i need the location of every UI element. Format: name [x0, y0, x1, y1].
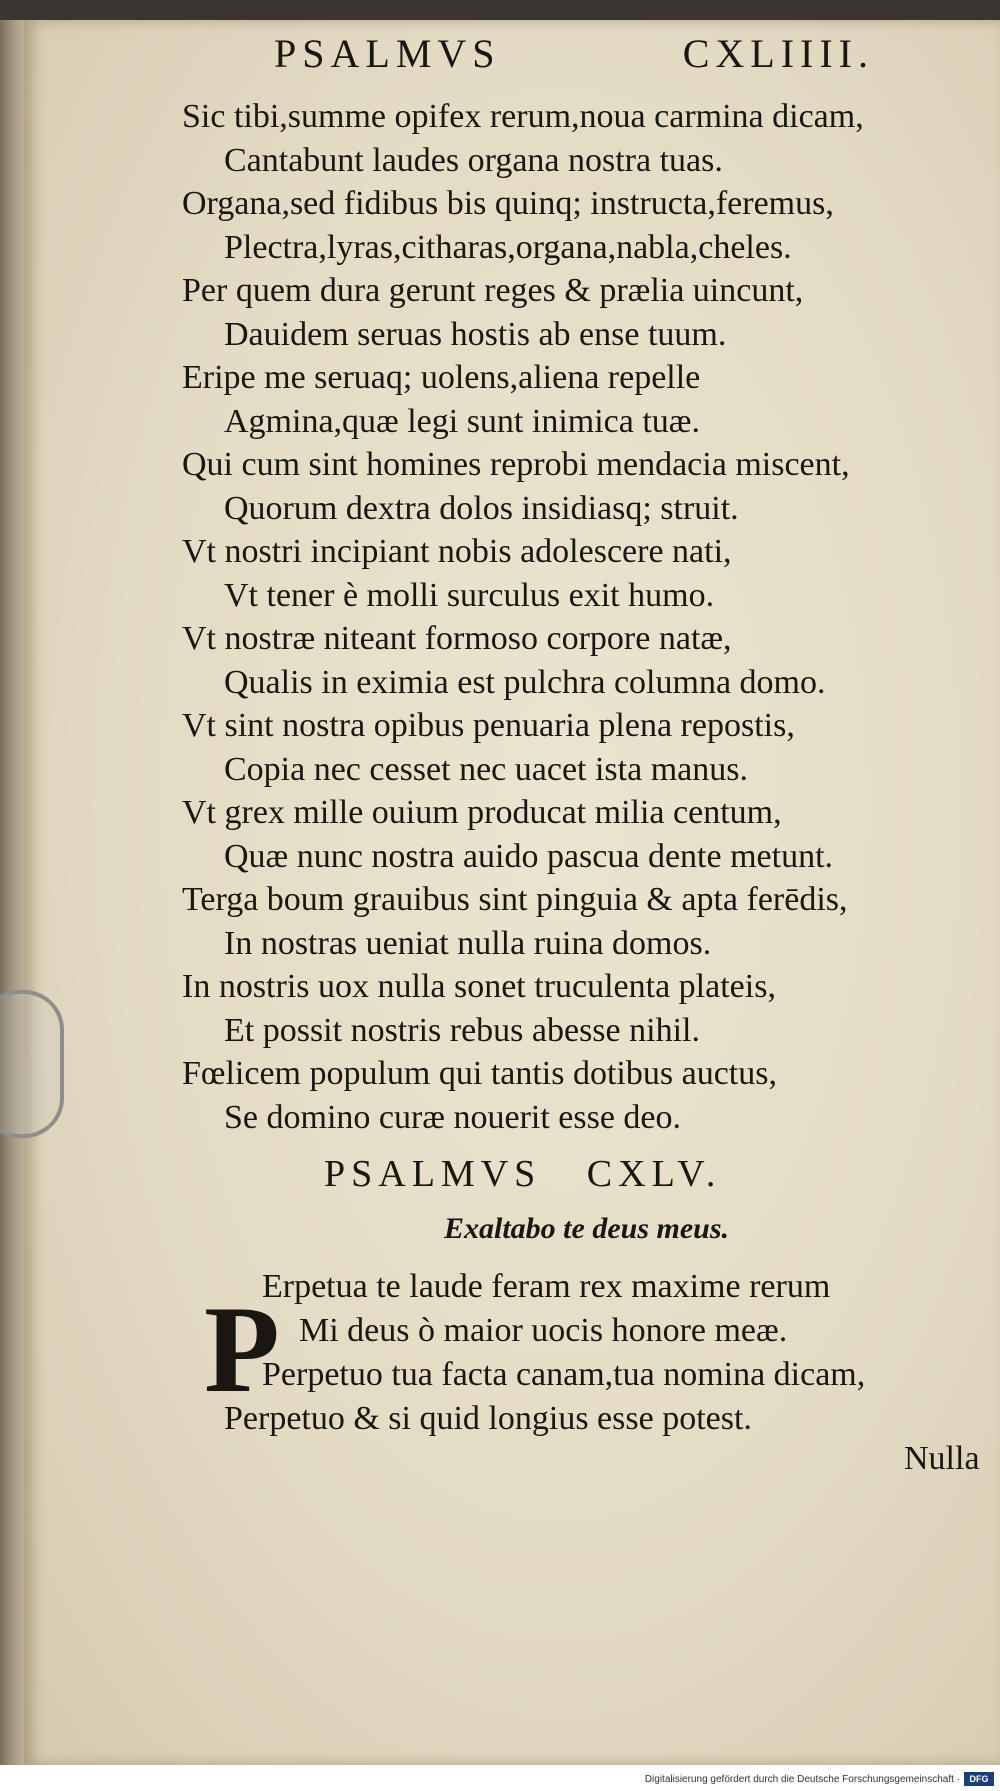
- verse-line: Quæ nunc nostra auido pascua dente metunt.: [224, 837, 834, 875]
- verse-line: Qui cum sint homines reprobi mendacia miscent,: [182, 446, 850, 483]
- book-page: [24, 20, 1000, 1765]
- verse-line: Qualis in eximia est pulchra columna domo.: [224, 663, 826, 701]
- verse-line: Vt grex mille ouium producat milia centum,: [182, 794, 782, 831]
- psalm-145-line: Erpetua te laude feram rex maxime rerum: [262, 1268, 831, 1305]
- verse-line: Vt nostræ niteant formoso corpore natæ,: [182, 620, 732, 657]
- verse-line: Quorum dextra dolos insidiasq; struit.: [224, 489, 739, 527]
- verse-line: Eripe me seruaq; uolens,aliena repelle: [182, 359, 701, 396]
- dropcap-letter: P: [204, 1281, 280, 1418]
- verse-line: Agmina,quæ legi sunt inimica tuæ.: [224, 402, 700, 440]
- verse-line: Organa,sed fidibus bis quinq; instructa,feremus,: [182, 185, 834, 222]
- psalm-145-title: PSALMVS CXLV.: [324, 1153, 722, 1195]
- dfg-logo: DFG: [964, 1772, 994, 1786]
- verse-line: Vt sint nostra opibus penuaria plena repostis,: [182, 707, 795, 744]
- header-left: PSALMVS: [274, 31, 501, 76]
- verse-line: Se domino curæ nouerit esse deo.: [224, 1098, 682, 1136]
- verse-line: Vt nostri incipiant nobis adolescere nati,: [182, 533, 732, 570]
- page-clip: [0, 990, 64, 1138]
- verse-line: Copia nec cesset nec uacet ista manus.: [224, 750, 748, 788]
- psalm-145-line: Perpetuo tua facta canam,tua nomina dicam,: [262, 1356, 866, 1393]
- verse-line: Per quem dura gerunt reges & prælia uincunt,: [182, 272, 804, 309]
- psalm-145-subtitle: Exaltabo te deus meus.: [444, 1212, 730, 1245]
- verse-line: In nostras ueniat nulla ruina domos.: [224, 924, 712, 962]
- verse-line: Dauidem seruas hostis ab ense tuum.: [224, 315, 727, 353]
- psalm-145-line: Mi deus ò maior uocis honore meæ.: [299, 1312, 788, 1349]
- running-header: [274, 30, 874, 77]
- funding-note: Digitalisierung gefördert durch die Deutsche Forschungsgemeinschaft ·: [644, 1774, 960, 1785]
- header-right: CXLIIII.: [682, 31, 874, 76]
- verse-line: In nostris uox nulla sonet truculenta plateis,: [182, 968, 776, 1005]
- verse-line: Sic tibi,summe opifex rerum,noua carmina dicam,: [182, 98, 864, 135]
- verse-line: Terga boum grauibus sint pinguia & apta ferēdis,: [182, 881, 848, 918]
- catchword: Nulla: [904, 1440, 980, 1477]
- psalm-145-line: Perpetuo & si quid longius esse potest.: [224, 1400, 752, 1437]
- verse-line: Cantabunt laudes organa nostra tuas.: [224, 141, 723, 179]
- verse-line: Plectra,lyras,citharas,organa,nabla,cheles.: [224, 228, 792, 266]
- verse-line: Vt tener è molli surculus exit humo.: [224, 576, 715, 614]
- verse-line: Fœlicem populum qui tantis dotibus auctus,: [182, 1055, 777, 1092]
- verse-line: Et possit nostris rebus abesse nihil.: [224, 1011, 700, 1049]
